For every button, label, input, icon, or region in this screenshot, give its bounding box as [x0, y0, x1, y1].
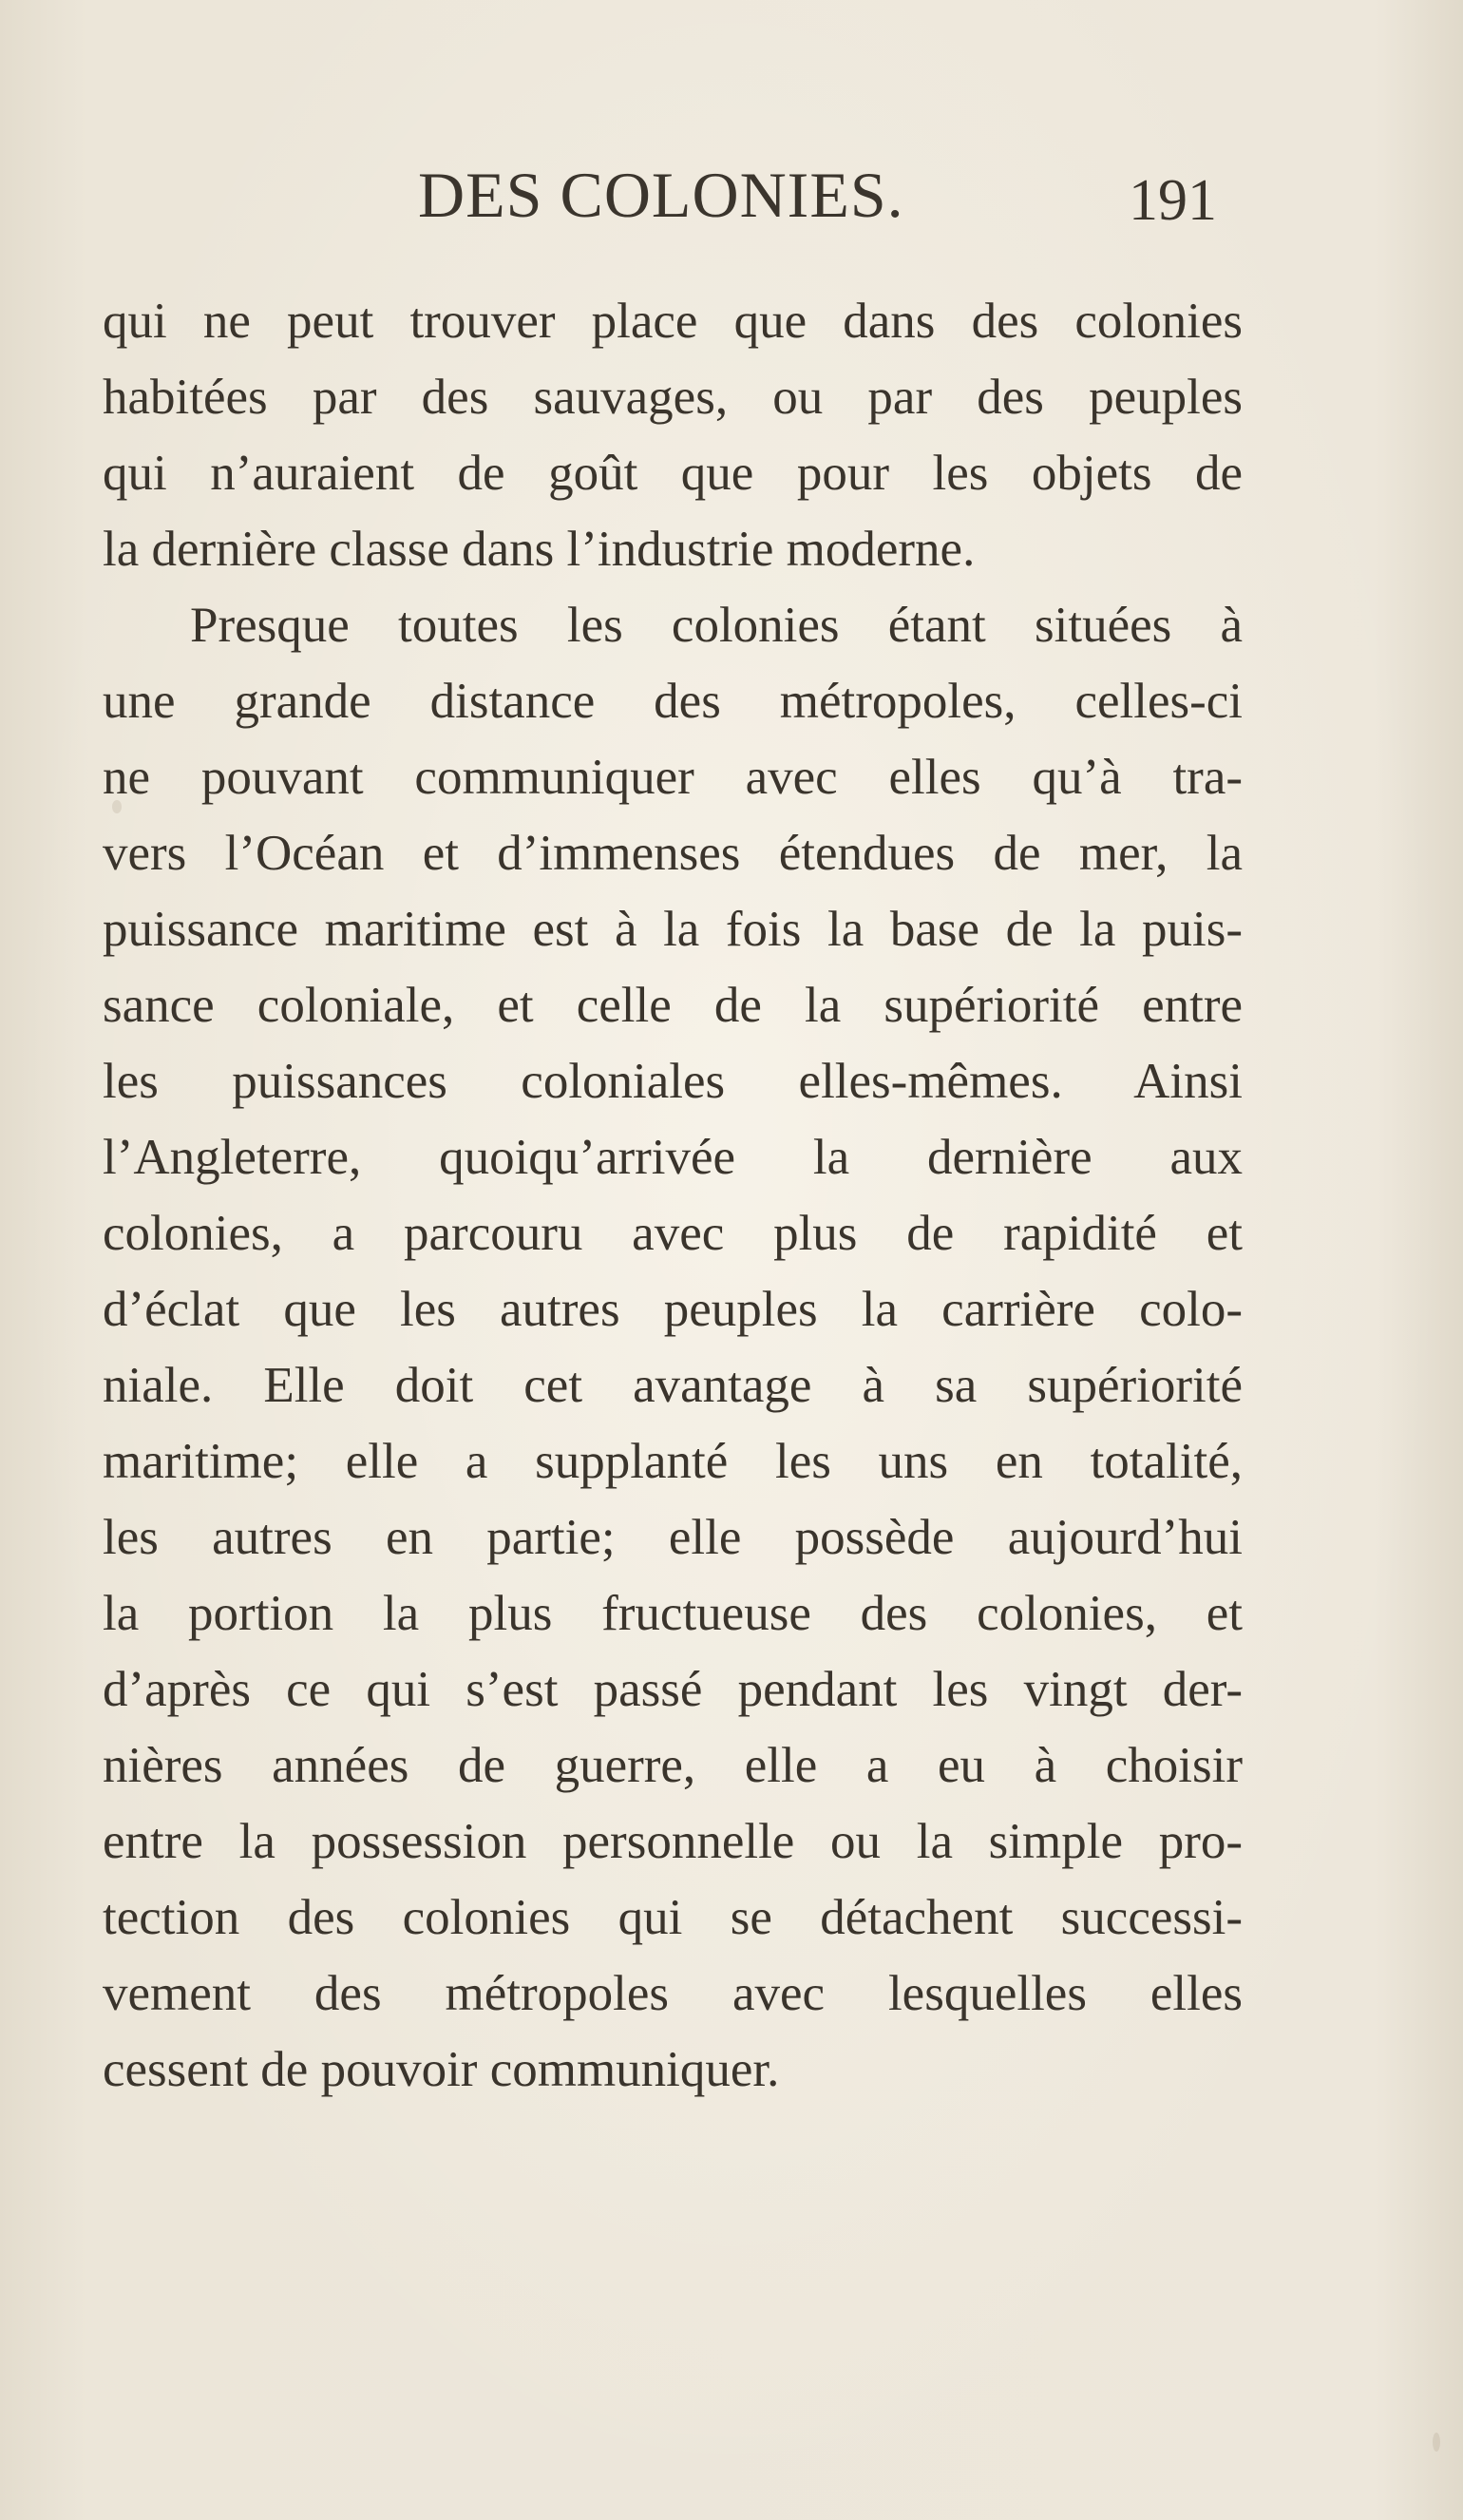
- text-line: niale. Elle doit cet avantage à sa supériorité: [103, 1358, 1243, 1413]
- text-line: ne pouvant communiquer avec elles qu’à tra-: [103, 750, 1243, 805]
- text-line: qui n’auraient de goût que pour les objets de: [103, 446, 1243, 501]
- text-line: colonies, a parcouru avec plus de rapidité et: [103, 1206, 1243, 1261]
- text-line: vers l’Océan et d’immenses étendues de mer, la: [103, 826, 1243, 881]
- text-line: entre la possession personnelle ou la simple pro-: [103, 1814, 1243, 1869]
- running-head-title: DES COLONIES.: [418, 159, 904, 231]
- text-line: l’Angleterre, quoiqu’arrivée la dernière aux: [103, 1130, 1243, 1185]
- text-line: habitées par des sauvages, ou par des peuples: [103, 370, 1243, 425]
- text-line: cessent de pouvoir communiquer.: [103, 2042, 780, 2097]
- text-line: la portion la plus fructueuse des colonies, et: [103, 1586, 1243, 1641]
- running-head: [0, 152, 1463, 238]
- text-line: d’éclat que les autres peuples la carrière colo-: [103, 1282, 1243, 1337]
- body-text: [103, 283, 1243, 2108]
- paper-stain: [1433, 2433, 1440, 2452]
- text-line: qui ne peut trouver place que dans des colonies: [103, 294, 1243, 349]
- text-line: une grande distance des métropoles, celles-ci: [103, 674, 1243, 729]
- text-line: vement des métropoles avec lesquelles elles: [103, 1966, 1243, 2021]
- text-line: puissance maritime est à la fois la base de la puis-: [103, 902, 1243, 957]
- text-line: sance coloniale, et celle de la supériorité entre: [103, 978, 1243, 1033]
- page-number: 191: [1129, 168, 1217, 233]
- text-line: les puissances coloniales elles-mêmes. Ainsi: [103, 1054, 1243, 1109]
- text-line: nières années de guerre, elle a eu à choisir: [103, 1738, 1243, 1793]
- text-line: maritime; elle a supplanté les uns en totalité,: [103, 1434, 1243, 1489]
- text-line: la dernière classe dans l’industrie moderne.: [103, 522, 976, 577]
- text-line: les autres en partie; elle possède aujourd’hui: [103, 1510, 1243, 1565]
- text-line: d’après ce qui s’est passé pendant les vingt der-: [103, 1662, 1243, 1717]
- text-line: tection des colonies qui se détachent successi-: [103, 1890, 1243, 1945]
- paragraph-start-line: Presque toutes les colonies étant situées à: [190, 598, 1243, 653]
